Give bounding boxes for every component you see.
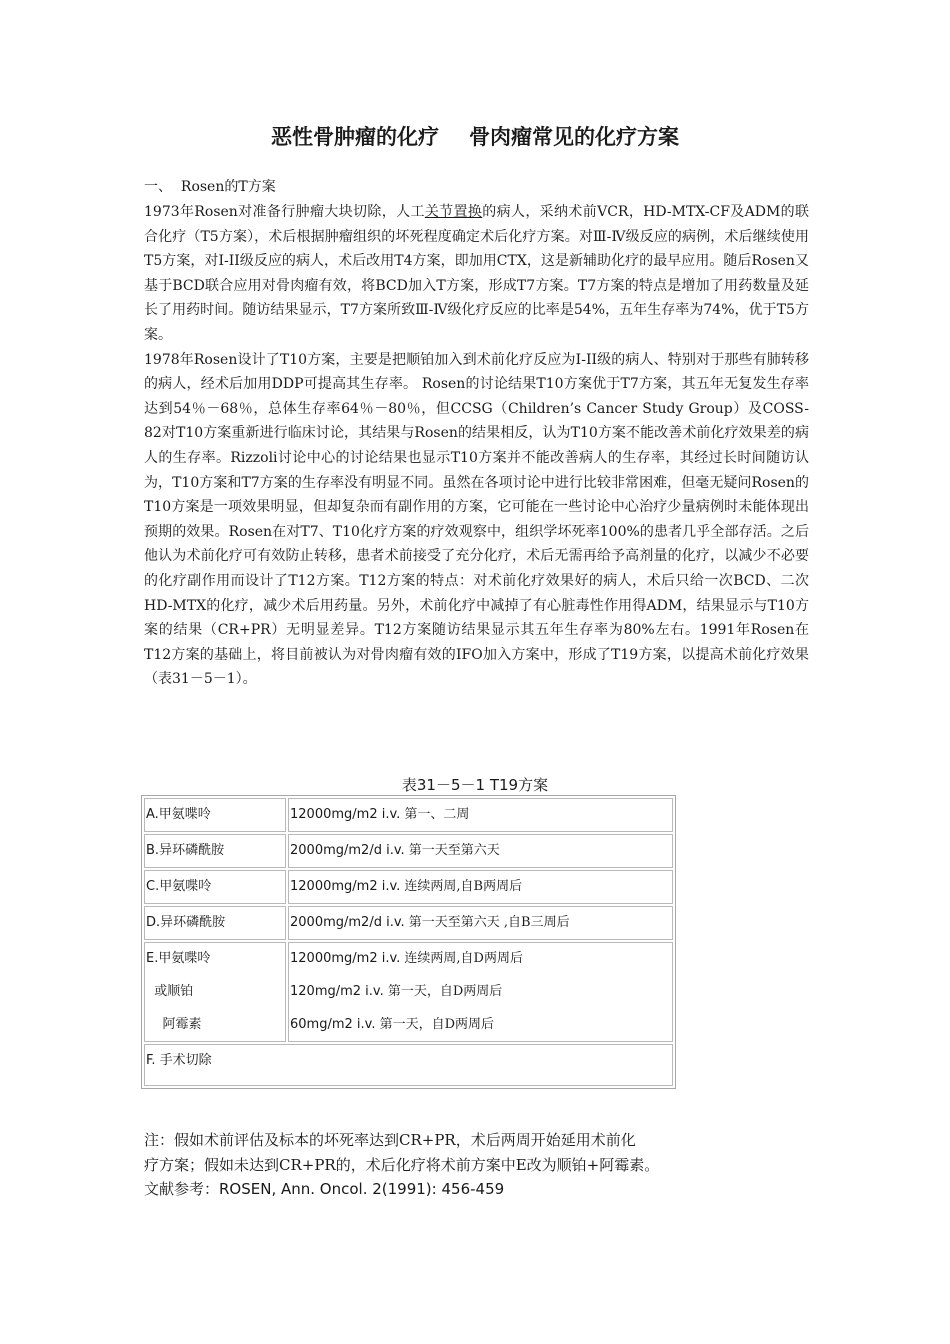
drug-line <box>146 913 284 933</box>
table-row <box>144 1044 673 1086</box>
joint-replacement-link[interactable]: 关节置换 <box>424 204 483 220</box>
drug-name: 甲氨喋呤 <box>158 807 211 822</box>
note-line-1: 注：假如术前评估及标本的坏死率达到CR+PR，术后两周开始延用术前化 <box>144 1131 636 1149</box>
dose-schedule: 第一天至第六天 ,自B三周后 <box>408 915 570 930</box>
drug-line <box>146 949 284 982</box>
drug-line <box>146 982 284 1015</box>
table-caption: 表31－5－1 T19方案 <box>401 776 549 794</box>
page-title <box>0 121 950 151</box>
dose-amount: 60mg/m2 i.v. <box>290 1017 380 1032</box>
drug-line <box>146 805 284 825</box>
dose-cell <box>288 798 673 832</box>
drug-name: 异环磷酰胺 <box>159 843 225 858</box>
table-row <box>144 798 673 832</box>
drug-line <box>146 1051 671 1071</box>
title-part-2: 骨肉瘤常见的化疗方案 <box>469 125 679 149</box>
paragraph-1 <box>144 200 809 348</box>
table-row <box>144 942 673 1042</box>
drug-line <box>146 1015 284 1035</box>
dose-cell <box>288 834 673 868</box>
dose-line <box>290 1015 671 1035</box>
drug-prefix: A. <box>146 807 159 822</box>
table-row <box>144 870 673 904</box>
drug-cell <box>144 906 286 940</box>
dose-schedule: 第一天至第六天 <box>408 843 500 858</box>
drug-line <box>146 877 284 897</box>
drug-cell <box>144 1044 673 1086</box>
dose-line <box>290 913 671 933</box>
dose-cell <box>288 906 673 940</box>
dose-schedule: 第一、二周 <box>404 807 470 822</box>
drug-cell <box>144 834 286 868</box>
reference-line: 文献参考：ROSEN, Ann. Oncol. 2(1991): 456-459 <box>144 1180 505 1198</box>
drug-name: 异环磷酰胺 <box>160 915 226 930</box>
dose-schedule: 连续两周,自D两周后 <box>404 951 523 966</box>
drug-line <box>146 841 284 861</box>
table-row <box>144 834 673 868</box>
note-line-2: 疗方案；假如未达到CR+PR的，术后化疗将术前方案中E改为顺铂+阿霉素。 <box>144 1155 660 1174</box>
dose-schedule: 第一天，自D两周后 <box>379 1017 495 1032</box>
drug-prefix: D. <box>146 915 161 930</box>
dose-schedule: 第一天，自D两周后 <box>387 984 503 999</box>
dose-amount: 2000mg/m2/d i.v. <box>290 843 409 858</box>
drug-name: 甲氨喋呤 <box>159 879 212 894</box>
drug-prefix: F. <box>146 1053 160 1068</box>
regimen-table <box>141 795 676 1089</box>
drug-prefix: C. <box>146 879 160 894</box>
drug-name: 甲氨喋呤 <box>158 951 211 966</box>
dose-line <box>290 805 671 825</box>
dose-cell <box>288 942 673 1042</box>
footnotes <box>144 1128 824 1202</box>
dose-line <box>290 877 671 897</box>
dose-amount: 120mg/m2 i.v. <box>290 984 388 999</box>
dose-amount: 2000mg/m2/d i.v. <box>290 915 409 930</box>
drug-cell <box>144 942 286 1042</box>
drug-name: 阿霉素 <box>162 1017 202 1032</box>
drug-cell <box>144 798 286 832</box>
paragraph-1-text-b: 的病人，采纳术前VCR，HD-MTX-CF及ADM的联合化疗（T5方案），术后根据肿瘤组织的坏死程度确定术后化疗方案。对Ⅲ-Ⅳ级反应的病例，术后继续使用T5方案，对I-II级反应的病人，术后改用T4方案，即加用CTX，这是新辅助化疗的最早应用。随后Rosen又基于BCD联合应用对骨肉瘤有效，将BCD加入T方案，形成T7方案。T7方案的特点是增加了用药数量及延长了用药时间。随访结果显示，T7方案所致Ⅲ-Ⅳ级化疗反应的比率是54%，五年生存率为74%，优于T5方案。 <box>144 204 810 343</box>
drug-prefix: B. <box>146 843 160 858</box>
paragraph-2: 1978年Rosen设计了T10方案，主要是把顺铂加入到术前化疗反应为I-II级的病人、特别对于那些有肺转移的病人，经术后加用DDP可提高其生存率。 Rosen的讨论结果T10方案优于T7方案，其五年无复发生存率达到54％－68％，总体生存率64％－80％，但CCSG（Children’s Cancer Study Group）及COSS-82对T10方案重新进行临床讨论，其结果与Rosen的结果相反，认为T10方案不能改善术前化疗效果差的病人的生存率。Rizzoli讨论中心的讨论结果也显示T10方案并不能改善病人的生存率，其经过长时间随访认为，T10方案和T7方案的生存率没有明显不同。虽然在各项讨论中进行比较非常困难，但毫无疑问Rosen的T10方案是一项效果明显，但却复杂而有副作用的方案，它可能在一些讨论中心治疗少量病例时未能体现出预期的效果。Rosen在对T7、T10化疗方案的疗效观察中，组织学坏死率100%的患者几乎全部存活。之后他认为术前化疗可有效防止转移，患者术前接受了充分化疗，术后无需再给予高剂量的化疗，以减少不必要的化疗副作用而设计了T12方案。T12方案的特点：对术前化疗效果好的病人，术后只给一次BCD、二次HD-MTX的化疗，减少术后用药量。另外，术前化疗中减掉了有心脏毒性作用得ADM，结果显示与T10方案的结果（CR+PR）无明显差异。T12方案随访结果显示其五年生存率为80%左右。1991年Rosen在T12方案的基础上，将目前被认为对骨肉瘤有效的IFO加入方案中，形成了T19方案，以提高术前化疗效果（表31－5－1）。 <box>144 351 810 688</box>
drug-name: 或顺铂 <box>154 984 194 999</box>
section-heading: 一、 Rosen的T方案 <box>144 179 276 195</box>
table-row <box>144 906 673 940</box>
dose-amount: 12000mg/m2 i.v. <box>290 807 405 822</box>
paragraph-1-text-a: 1973年Rosen对准备行肿瘤大块切除，人工 <box>144 204 425 220</box>
dose-schedule: 连续两周,自B两周后 <box>404 879 523 894</box>
dose-line <box>290 982 671 1015</box>
dose-line <box>290 841 671 861</box>
drug-cell <box>144 870 286 904</box>
drug-prefix <box>146 1017 163 1032</box>
drug-prefix: E. <box>146 951 159 966</box>
body-text <box>144 200 809 692</box>
dose-line <box>290 949 671 982</box>
dose-cell <box>288 870 673 904</box>
dose-amount: 12000mg/m2 i.v. <box>290 951 405 966</box>
title-part-1: 恶性骨肿瘤的化疗 <box>271 125 439 149</box>
dose-amount: 12000mg/m2 i.v. <box>290 879 405 894</box>
drug-name: 手术切除 <box>159 1053 212 1068</box>
